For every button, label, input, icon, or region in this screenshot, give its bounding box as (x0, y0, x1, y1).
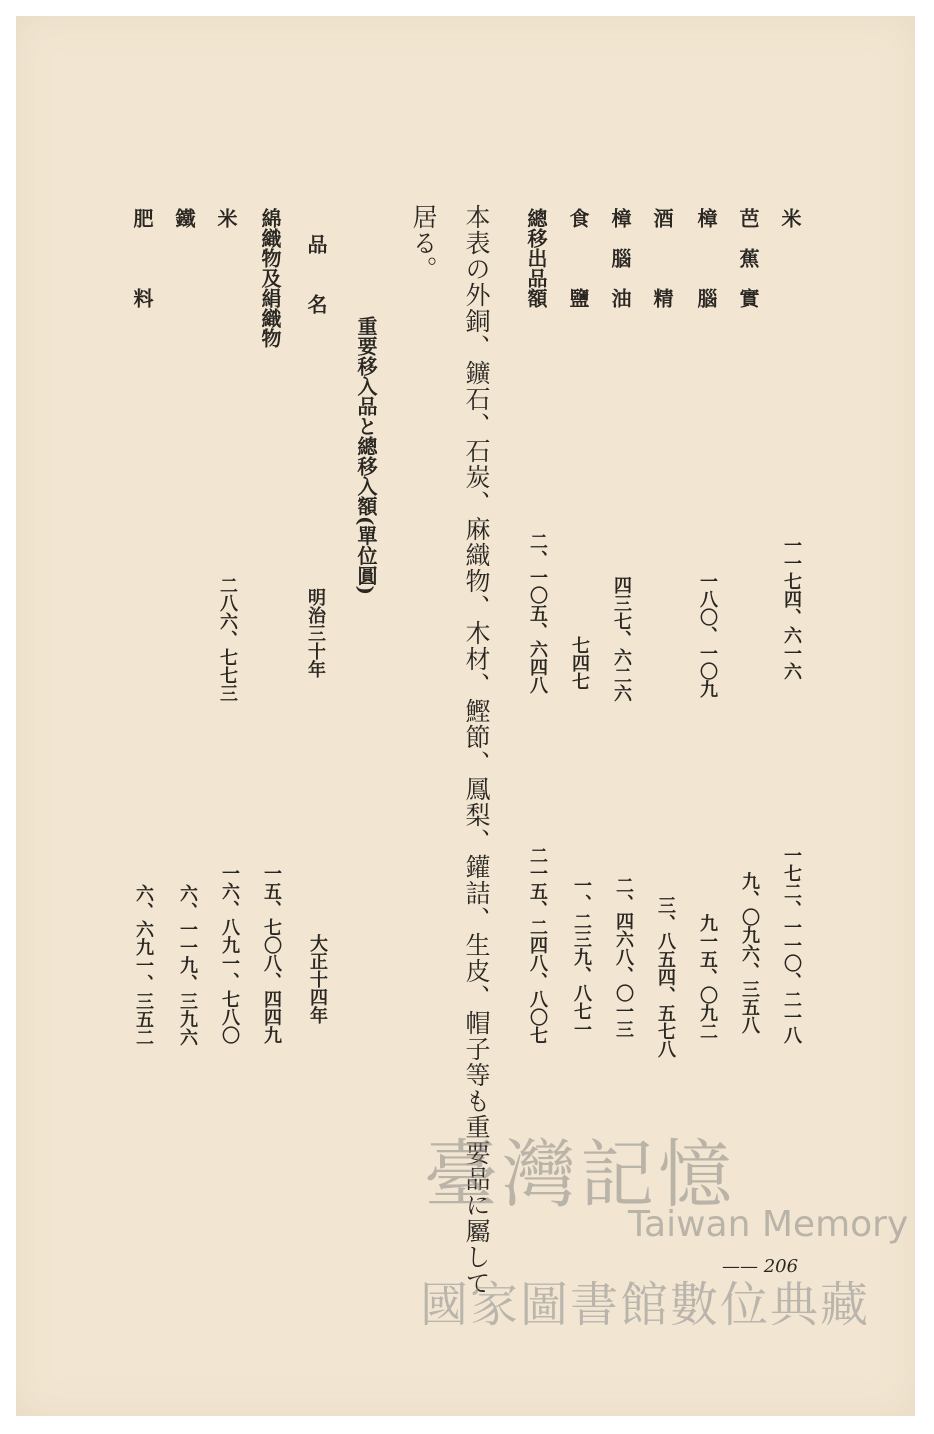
table2-header-item: 品 名 (304, 234, 328, 314)
table2-header-col2: 大正十四年 (307, 934, 328, 1024)
table2-v2-rice: 一六、八九一、七八〇 (219, 864, 240, 1044)
table1-v1-salt: 七四七 (569, 636, 590, 690)
table1-v1-camphor-oil: 四三七、六二六 (611, 576, 632, 702)
table1-item-camphor-oil: 樟 腦 油 (608, 208, 632, 308)
table2-title: 重要移入品と總移入額(單位圓) (354, 316, 378, 595)
table2-v2-textiles: 一五、七〇八、四四九 (261, 864, 282, 1044)
paragraph-line-2: 居る。 (409, 204, 438, 282)
document-page (16, 16, 915, 1416)
watermark-library: 國家圖書館數位典藏 (420, 1277, 871, 1333)
table1-v2-banana: 九、〇九六、三五八 (739, 872, 760, 1034)
page-number-value: 206 (763, 1256, 799, 1277)
table1-v1-rice: 一一七四、六一六 (781, 536, 802, 680)
table1-item-banana: 芭 蕉 實 (736, 208, 760, 308)
watermark-chinese: 臺灣記憶 (424, 1132, 736, 1218)
table2-v2-fertilizer: 六、六九一、三五二 (133, 884, 154, 1046)
table1-item-total-export: 總移出品額 (524, 208, 548, 308)
table1-item-rice: 米 (778, 208, 802, 228)
table1-v2-camphor: 九一五、〇九二 (697, 914, 718, 1040)
table2-item-textiles: 綿織物及絹織物 (258, 208, 282, 348)
table2-header-col1: 明治三十年 (305, 588, 326, 678)
table1-v1-total-export: 二、一〇五、六四八 (527, 532, 548, 694)
table2-v2-iron: 六、一一九、三九六 (177, 884, 198, 1046)
paragraph-line-1: 本表の外銅、鑛石、石炭、麻織物、木材、鰹節、鳳梨、鑵詰、生皮、帽子等も重要品に屬して (462, 204, 491, 1296)
table1-item-salt: 食 鹽 (566, 208, 590, 308)
table1-v2-total-export: 二一五、二四八、八〇七 (527, 846, 548, 1044)
table1-v2-salt: 一、二三九、八七一 (571, 876, 592, 1038)
page-number-dash: —— (722, 1256, 758, 1277)
table2-v1-rice: 二八六、七七三 (217, 576, 238, 702)
table1-v2-alcohol: 三、八五四、五七八 (655, 896, 676, 1058)
table1-v2-rice: 一七二、一一〇、二一八 (781, 846, 802, 1044)
table2-item-iron: 鐵 (172, 208, 196, 228)
table1-item-alcohol: 酒 精 (650, 208, 674, 308)
table2-item-rice: 米 (214, 208, 238, 228)
table1-v1-camphor: 一八〇、一〇九 (697, 572, 718, 698)
watermark-english: Taiwan Memory (628, 1204, 909, 1245)
table1-v2-camphor-oil: 二、四六八、〇一三 (613, 876, 634, 1038)
table1-item-camphor: 樟 腦 (694, 208, 718, 308)
table2-item-fertilizer: 肥 料 (130, 208, 154, 308)
